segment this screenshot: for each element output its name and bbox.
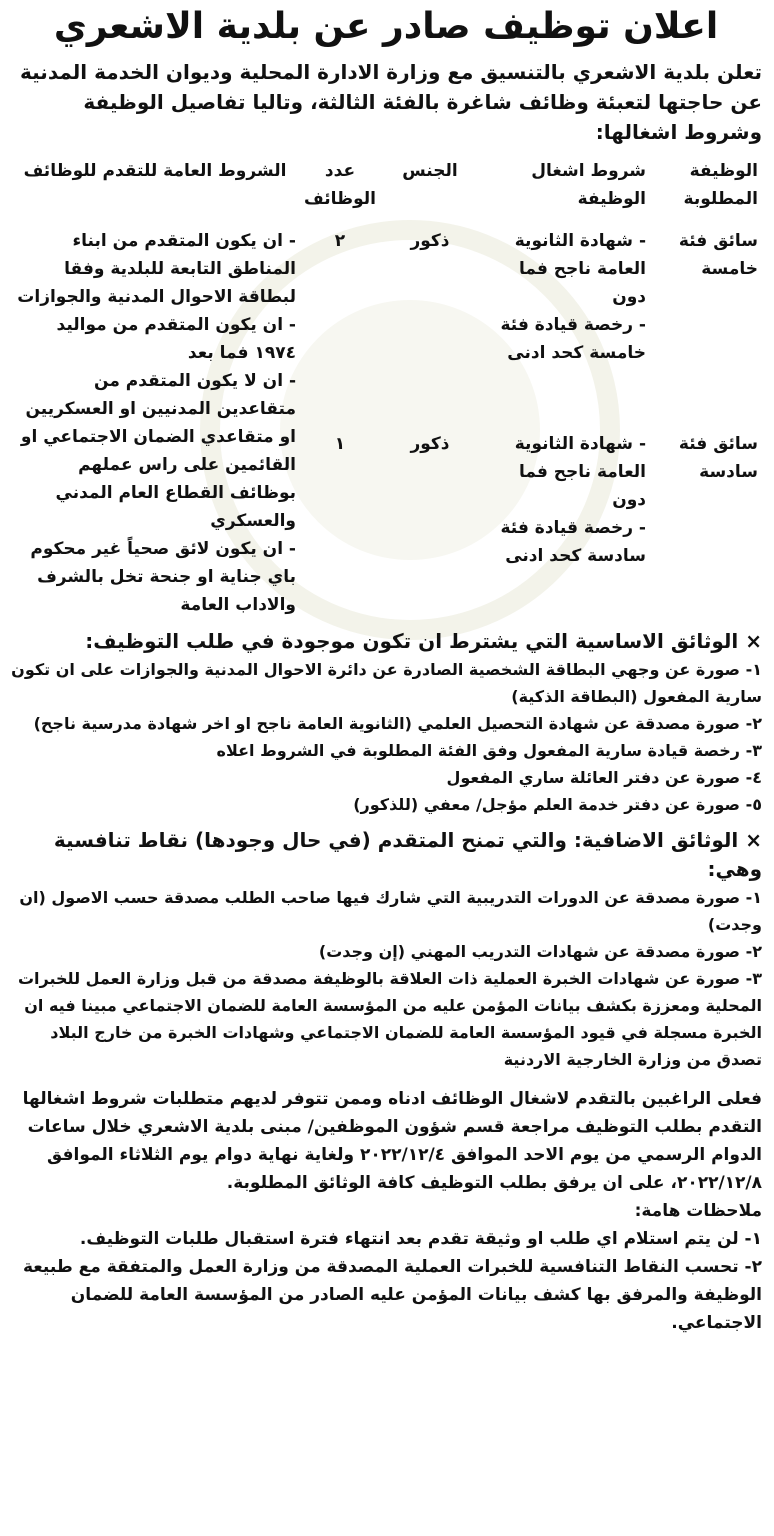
basic-documents-title: × الوثائق الاساسية التي يشترط ان تكون موجودة في طلب التوظيف: <box>85 629 762 653</box>
jobs-table <box>10 157 762 619</box>
list-item: ٢- صورة مصدقة عن شهادة التحصيل العلمي (الثانوية العامة ناجح او اخر شهادة مدرسية ناجح) <box>33 714 762 733</box>
condition-line: - شهادة الثانوية العامة ناجح فما دون <box>514 433 646 510</box>
list-item: ١- صورة مصدقة عن الدورات التدريبية التي شارك فيها صاحب الطلب مصدقة حسب الاصول (ان وجدت) <box>19 888 762 934</box>
list-item: ٣- صورة عن شهادات الخبرة العملية ذات العلاقة بالوظيفة مصدقة من قبل وزارة العمل للخبرات المحلية ومعززة بكشف بيانات المؤمن عليه من المؤسسة العامة للضمان الاجتماعي مبينا فيه ان الخبرة مسجلة في قيود المؤسسة العامة للضمان الاجتماعي وشهادات الخبرة من خارج البلاد تصدق من وزارة الخارجية الاردنية <box>17 969 762 1069</box>
note-item: ١- لن يتم استلام اي طلب او وثيقة تقدم بعد انتهاء فترة استقبال طلبات التوظيف. <box>79 1229 762 1249</box>
header-gender: الجنس <box>402 161 458 181</box>
announcement-title: اعلان توظيف صادر عن بلدية الاشعري <box>53 6 719 47</box>
list-item: ٣- رخصة قيادة سارية المفعول وفق الفئة المطلوبة في الشروط اعلاه <box>216 741 762 760</box>
list-item: ٥- صورة عن دفتر خدمة العلم مؤجل/ معفي (للذكور) <box>353 795 762 814</box>
header-count: عدد الوظائف <box>304 161 376 209</box>
condition-line: - شهادة الثانوية العامة ناجح فما دون <box>514 231 646 307</box>
note-item: ٢- تحسب النقاط التنافسية للخبرات العملية المصدقة من وزارة العمل والمتفقة مع طبيعة الوظيفة والمرفق بها كشف بيانات المؤمن عليه الصادر من المؤسسة العامة للضمان الاجتماعي. <box>22 1257 762 1333</box>
job-title: سائق فئة سادسة <box>678 433 758 482</box>
general-condition: - ان يكون المتقدم من ابناء المناطق التابعة للبلدية وفقا لبطاقة الاحوال المدنية والجوازات <box>17 231 296 307</box>
general-conditions <box>10 227 300 619</box>
notes-section <box>10 1197 762 1337</box>
condition-line: - رخصة قيادة فئة سادسة كحد ادنى <box>500 517 646 566</box>
basic-documents-section <box>10 627 762 818</box>
job-gender: ذكور <box>410 231 450 251</box>
job-conditions <box>480 227 650 410</box>
table-row <box>10 227 762 410</box>
list-item: ٤- صورة عن دفتر العائلة ساري المفعول <box>446 768 762 787</box>
job-count: ٢ <box>334 231 346 251</box>
job-count: ١ <box>334 433 346 454</box>
general-condition: - ان يكون لائق صحياً غير محكوم باي جناية او جنحة تخل بالشرف والاداب العامة <box>30 539 296 615</box>
header-job: الوظيفة المطلوبة <box>683 161 758 209</box>
condition-line: - رخصة قيادة فئة خامسة كحد ادنى <box>500 315 646 363</box>
job-title: سائق فئة خامسة <box>678 231 758 279</box>
list-item: ١- صورة عن وجهي البطاقة الشخصية الصادرة عن دائرة الاحوال المدنية والجوازات على ان تكون سارية المفعول (البطاقة الذكية) <box>11 660 762 706</box>
job-conditions <box>480 410 650 619</box>
extra-documents-section <box>10 826 762 1073</box>
header-general-conditions: الشروط العامة للتقدم للوظائف <box>23 161 287 181</box>
intro-paragraph: تعلن بلدية الاشعري بالتنسيق مع وزارة الادارة المحلية وديوان الخدمة المدنية عن حاجتها لتعبئة وظائف شاغرة بالفئة الثالثة، وتاليا تفاصيل الوظيفة وشروط اشغالها: <box>20 60 762 144</box>
table-header-row <box>10 157 762 227</box>
job-gender: ذكور <box>410 433 450 454</box>
application-instructions: فعلى الراغبين بالتقدم لاشغال الوظائف ادناه وممن تتوفر لديهم متطلبات شروط اشغالها التقدم بطلب التوظيف مراجعة قسم شؤون الموظفين/ مبنى بلدية الاشعري خلال ساعات الدوام الرسمي من يوم الاحد الموافق ٢٠٢٢/١٢/٤ ولغاية نهاية دوام يوم الثلاثاء الموافق ٢٠٢٢/١٢/٨، على ان يرفق بطلب التوظيف كافة الوثائق المطلوبة. <box>22 1089 762 1193</box>
general-condition: - ان لا يكون المتقدم من متقاعدين المدنيين او العسكريين او متقاعدي الضمان الاجتماعي او القائمين على راس عملهم بوظائف القطاع العام المدني والعسكري <box>20 371 296 531</box>
extra-documents-title: × الوثائق الاضافية: والتي تمنح المتقدم (في حال وجودها) نقاط تنافسية وهي: <box>53 828 762 881</box>
general-condition: - ان يكون المتقدم من مواليد ١٩٧٤ فما بعد <box>56 315 296 363</box>
notes-title: ملاحظات هامة: <box>634 1201 762 1221</box>
header-conditions: شروط اشغال الوظيفة <box>531 161 646 209</box>
list-item: ٢- صورة مصدقة عن شهادات التدريب المهني (إن وجدت) <box>318 942 762 961</box>
